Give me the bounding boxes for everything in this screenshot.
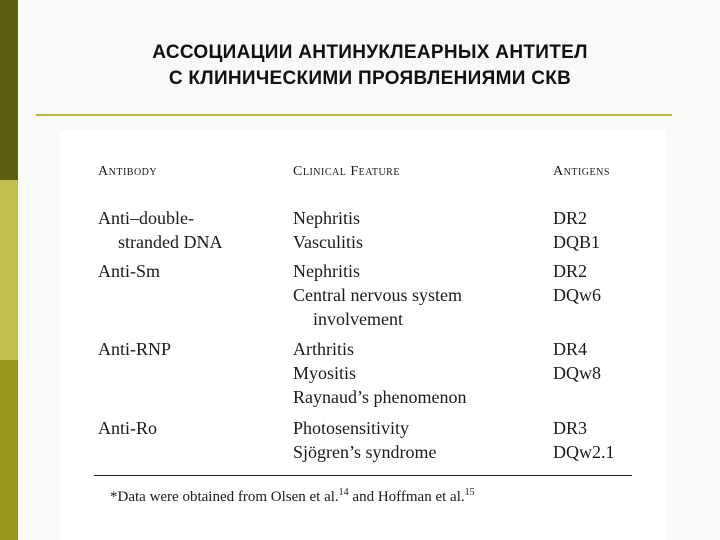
antigen-line: DR3 xyxy=(553,418,588,438)
feature-line: Nephritis xyxy=(293,261,360,281)
antibody-line: Anti-RNP xyxy=(98,339,172,359)
antibody-line: Anti-Ro xyxy=(98,418,158,438)
antibody-line: Anti–double- xyxy=(98,208,194,228)
slide-title xyxy=(40,40,700,92)
row-1-features xyxy=(293,206,363,254)
decorative-side-bar-bottom xyxy=(0,360,18,540)
antigen-line: DR4 xyxy=(553,339,588,359)
table-image xyxy=(60,130,666,540)
row-4-antigens xyxy=(553,416,615,464)
antigen-line: DR2 xyxy=(553,261,588,281)
footnote-ref-1: 14 xyxy=(338,487,349,498)
row-3-features xyxy=(293,337,466,409)
header-antibody: Antibody xyxy=(98,164,158,179)
feature-line: Sjögren’s syndrome xyxy=(293,442,437,462)
feature-line: Photosensitivity xyxy=(293,418,410,438)
title-divider xyxy=(36,114,672,116)
antigen-line: DQw6 xyxy=(553,285,601,305)
row-2-antigens xyxy=(553,259,601,307)
row-3-antigens xyxy=(553,337,601,385)
feature-line: Myositis xyxy=(293,363,357,383)
slide-title-line-1: АССОЦИАЦИИ АНТИНУКЛЕАРНЫХ АНТИТЕЛ xyxy=(152,42,588,63)
row-2-antibody xyxy=(98,259,160,283)
row-1-antigens xyxy=(553,206,600,254)
antibody-line: stranded DNA xyxy=(118,232,223,252)
antigen-line: DQw2.1 xyxy=(553,442,615,462)
decorative-side-bar-top xyxy=(0,0,18,180)
row-4-features xyxy=(293,416,437,464)
antigen-line: DR2 xyxy=(553,208,588,228)
feature-line: Arthritis xyxy=(293,339,354,359)
antibody-line: Anti-Sm xyxy=(98,261,161,281)
header-antigens: Antigens xyxy=(553,164,610,179)
feature-line: Nephritis xyxy=(293,208,360,228)
antigen-line: DQw8 xyxy=(553,363,601,383)
footnote-ref-2: 15 xyxy=(464,487,475,498)
footnote xyxy=(110,487,475,506)
header-clinical-feature: Clinical Feature xyxy=(293,164,400,179)
row-4-antibody xyxy=(98,416,157,440)
decorative-side-bar-middle xyxy=(0,180,18,360)
row-2-features xyxy=(293,259,462,331)
feature-line: Vasculitis xyxy=(293,232,363,252)
footnote-text: *Data were obtained from Olsen et al. xyxy=(110,489,339,505)
row-1-antibody xyxy=(98,206,222,254)
antigen-line: DQB1 xyxy=(553,232,601,252)
feature-line: Raynaud’s phenomenon xyxy=(293,387,467,407)
feature-line: Central nervous system xyxy=(293,285,462,305)
table-bottom-rule xyxy=(94,475,632,476)
feature-line: involvement xyxy=(313,309,403,329)
slide-title-line-2: С КЛИНИЧЕСКИМИ ПРОЯВЛЕНИЯМИ СКВ xyxy=(168,68,572,89)
footnote-text-mid: and Hoffman et al. xyxy=(348,489,465,505)
row-3-antibody xyxy=(98,337,171,361)
